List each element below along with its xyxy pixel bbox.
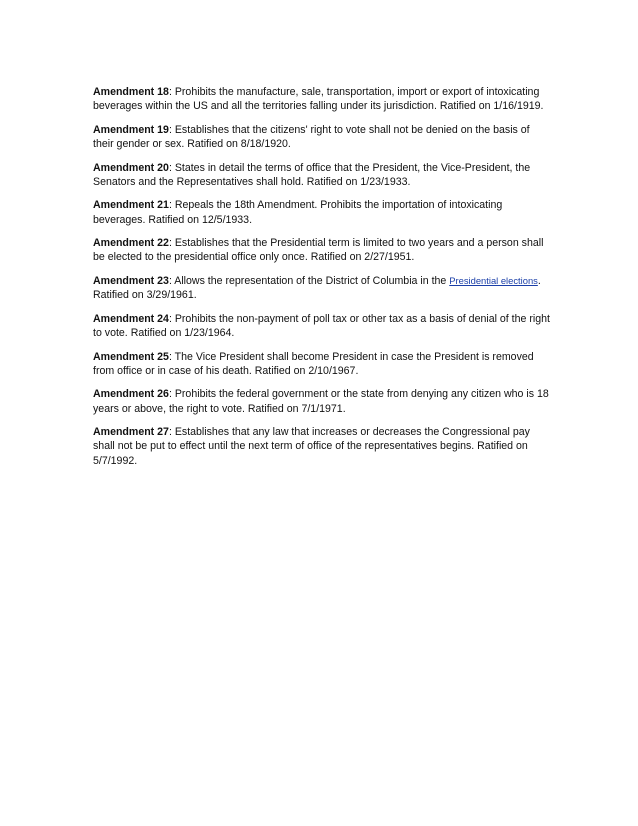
amendment-22-title: Amendment 22 — [93, 237, 169, 250]
amendment-20-title: Amendment 20 — [93, 161, 169, 174]
amendment-22-text: : Establishes that the Presidential term is limited to two years and a person shall be elected to the presidential office only once. Ratified on 2/27/1951. — [93, 237, 544, 264]
amendment-23-paragraph — [93, 274, 553, 302]
amendment-24-title: Amendment 24 — [93, 312, 169, 325]
presidential-elections-link[interactable]: Presidential elections — [449, 274, 538, 286]
amendment-25-paragraph — [93, 350, 553, 378]
amendment-20-text: : States in detail the terms of office that the President, the Vice-President, the Senators and the Representatives shall hold. Ratified on 1/23/1933. — [93, 161, 531, 188]
amendment-22-paragraph — [93, 236, 553, 264]
amendment-21-title: Amendment 21 — [93, 199, 169, 212]
amendment-18-paragraph — [93, 85, 553, 113]
amendment-18-title: Amendment 18 — [93, 86, 169, 98]
amendment-20-paragraph — [93, 161, 553, 189]
amendment-19-text: : Establishes that the citizens' right to vote shall not be denied on the basis of their gender or sex. Ratified on 8/18/1920. — [93, 123, 530, 150]
amendment-23-title: Amendment 23 — [93, 274, 169, 287]
amendment-21-paragraph — [93, 198, 553, 226]
amendment-27-paragraph — [93, 425, 553, 468]
amendment-19-paragraph — [93, 123, 553, 151]
amendment-23-text-before: : Allows the representation of the District of Columbia in the — [168, 274, 450, 287]
amendment-25-title: Amendment 25 — [93, 350, 169, 363]
document-page — [93, 85, 553, 477]
amendment-23-text-after: . Ratified on 3/29/1961. — [93, 274, 541, 302]
amendment-21-text: : Repeals the 18th Amendment. Prohibits the importation of intoxicating beverages. Ratified on 12/5/1933. — [93, 199, 503, 226]
amendment-24-text: : Prohibits the non-payment of poll tax or other tax as a basis of denial of the right to vote. Ratified on 1/23/1964. — [93, 312, 550, 339]
amendment-18-text: : Prohibits the manufacture, sale, transportation, import or export of intoxicating beverages within the US and all the territories falling under its jurisdiction. Ratified on 1/16/1919. — [93, 86, 544, 113]
amendment-25-text: : The Vice President shall become President in case the President is removed from office or in case of his death. Ratified on 2/10/1967. — [93, 350, 534, 377]
amendment-19-title: Amendment 19 — [93, 123, 169, 136]
amendment-24-paragraph — [93, 312, 553, 340]
amendment-26-paragraph — [93, 387, 553, 415]
amendment-26-text: : Prohibits the federal government or the state from denying any citizen who is 18 years or above, the right to vote. Ratified on 7/1/1971. — [93, 388, 549, 415]
amendment-27-title: Amendment 27 — [93, 426, 169, 439]
amendment-27-text: : Establishes that any law that increases or decreases the Congressional pay shall not be put to effect until the next term of office of the representatives begins. Ratified on 5/7/1992. — [93, 426, 530, 467]
amendment-26-title: Amendment 26 — [93, 388, 169, 401]
